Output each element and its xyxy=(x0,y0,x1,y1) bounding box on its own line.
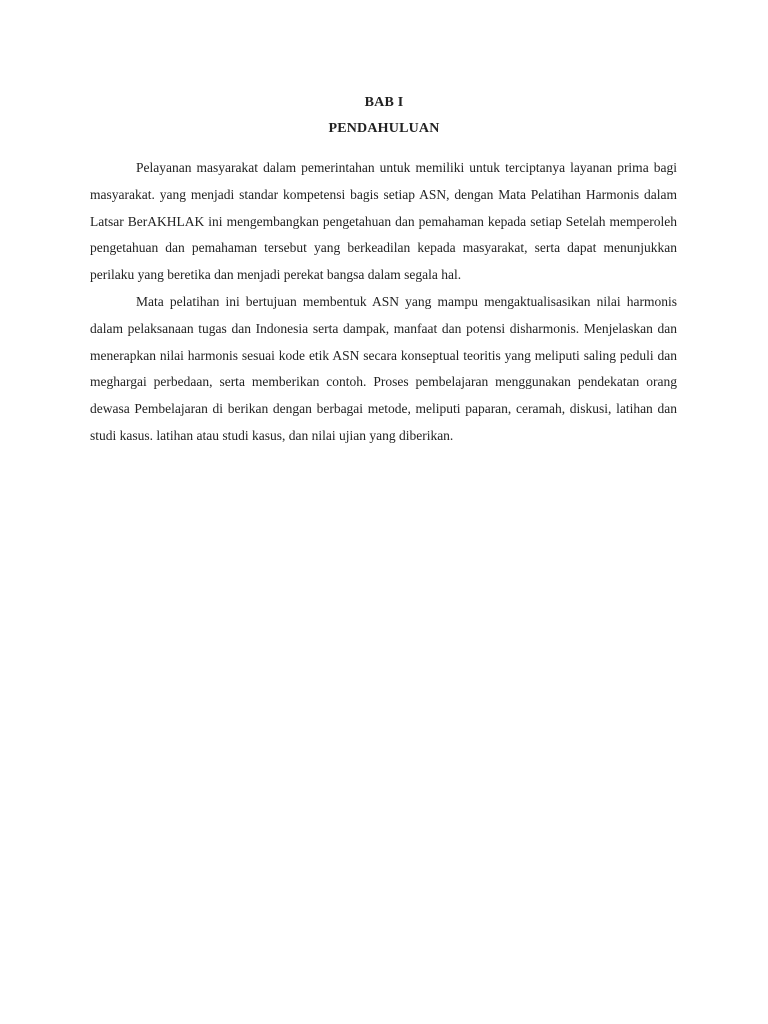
document-body xyxy=(90,155,677,450)
chapter-title: PENDAHULUAN xyxy=(328,121,440,136)
paragraph-1: Pelayanan masyarakat dalam pemerintahan untuk memiliki untuk terciptanya layanan prima bagi masyarakat. yang menjadi standar kompetensi bagis setiap ASN, dengan Mata Pelatihan Harmonis dalam Latsar BerAKHLAK ini mengembangkan pengetahuan dan pemahaman kepada setiap Setelah memperoleh pengetahuan dan pemahaman tersebut yang berkeadilan kepada masyarakat, serta dapat menunjukkan perilaku yang beretika dan menjadi perekat bangsa dalam segala hal. xyxy=(90,160,677,283)
chapter-number: BAB I xyxy=(364,95,404,110)
paragraph-2: Mata pelatihan ini bertujuan membentuk ASN yang mampu mengaktualisasikan nilai harmonis dalam pelaksanaan tugas dan Indonesia serta dampak, manfaat dan potensi disharmonis. Menjelaskan dan menerapkan nilai harmonis sesuai kode etik ASN secara konseptual teoritis yang meliputi saling peduli dan meghargai perbedaan, serta memberikan contoh. Proses pembelajaran menggunakan pendekatan orang dewasa Pembelajaran di berikan dengan berbagai metode, meliputi paparan, ceramah, diskusi, latihan dan studi kasus. latihan atau studi kasus, dan nilai ujian yang diberikan. xyxy=(90,293,677,443)
